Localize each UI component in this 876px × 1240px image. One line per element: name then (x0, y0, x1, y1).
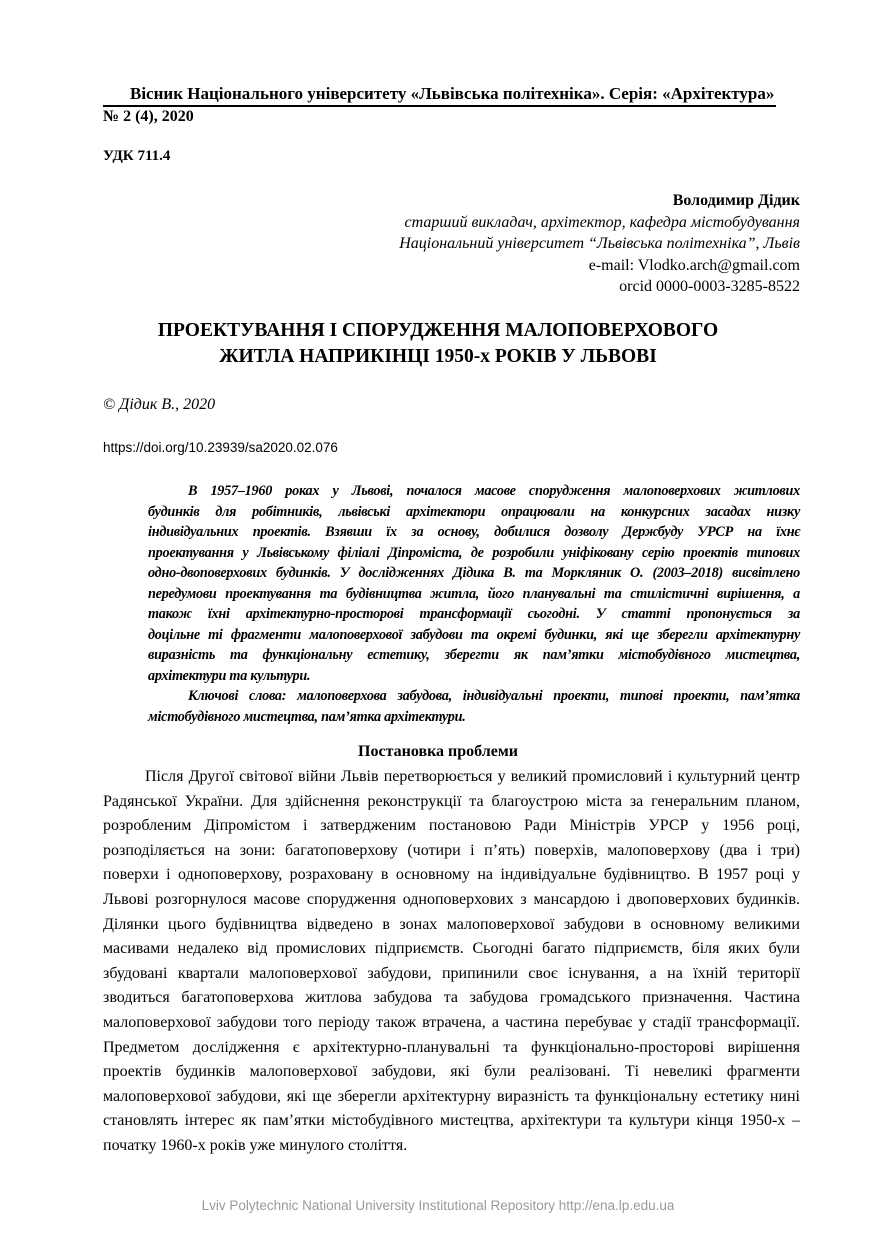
author-affiliation: Національний університет “Львівська політехніка”, Львів (399, 235, 800, 252)
abstract-line: В 1957–1960 роках у Львові, почалося масове спорудження малоповерхових житлових (188, 483, 800, 499)
abstract (148, 481, 800, 727)
abstract-line: будинків для робітників, львівські архітектори опрацювали на конкурсних засадах низку (148, 503, 800, 520)
abstract-line: проектування у Львівському філіалі Діпроміста, де розробили уніфіковану серію проектів типових (148, 544, 800, 561)
body-line: Після Другої світової війни Львів перетворюється у великий промисловий і культурний центр (145, 768, 800, 785)
abstract-line: виразність та функціональну естетику, зберегти як пам’ятки містобудівного мистецтва, (148, 647, 800, 663)
copyright: © Дідик В., 2020 (103, 396, 216, 413)
keywords-line: Ключові слова: малоповерхова забудова, індивідуальні проекти, типові проекти, пам’ятка (188, 688, 800, 704)
body-line: Предметом дослідження є архітектурно-планувальні та функціонально-просторові вирішення (103, 1038, 800, 1056)
author-orcid: orcid 0000-0003-3285-8522 (619, 278, 800, 295)
title-line: ЖИТЛА НАПРИКІНЦІ 1950-х РОКІВ У ЛЬВОВІ (219, 346, 657, 367)
section-heading: Постановка проблеми (358, 743, 518, 760)
body-line: малоповерхової забудови того періоду також втрачена, а частина перебуває у стадії трансформації. (103, 1013, 800, 1031)
keywords-line: містобудівного мистецтва, пам’ятка архітектури. (148, 708, 466, 725)
body-line: збудовані квартали малоповерхової забудови, припинили своє існування, а на їхній території (103, 964, 800, 982)
abstract-line: архітектури та культури. (148, 667, 311, 684)
body-line: Львові розгорнулося масове спорудження одноповерхових з мансардою і двоповерхових будинків. (103, 890, 800, 908)
body-line: розробленим Діпромістом і затвердженим постановою Ради Міністрів УРСР у 1956 році, (103, 817, 800, 835)
body-line: масивами недалеко від промислових підприємств. Сьогодні багато підприємств, біля яких були (103, 940, 800, 958)
title-line: ПРОЕКТУВАННЯ І СПОРУДЖЕННЯ МАЛОПОВЕРХОВОГО (157, 320, 719, 341)
repository-footer: Lviv Polytechnic National University Institutional Repository http://ena.lp.edu.ua (201, 1198, 675, 1213)
author-position: старший викладач, архітектор, кафедра містобудування (404, 213, 800, 231)
header-rule (103, 105, 776, 107)
body-line: проектів будинків малоповерхової забудови, які були реалізовані. Ті невеликі фрагменти (103, 1063, 800, 1081)
body-line: становлять інтерес як пам’ятки містобудівного мистецтва, архітектури та культури кінця 1950-х – (103, 1112, 800, 1130)
body-line: розподіляється на зони: багатоповерхову (чотири і п’ять) поверхів, малоповерхову (два і три) (103, 841, 800, 859)
body-text (103, 765, 800, 1159)
abstract-line: індивідуальних проектів. Взявши їх за основу, добилися дозволу Держбуду УРСР на їхнє (148, 524, 800, 540)
body-line: Радянської України. Для здійснення реконструкції та благоустрою міста за генеральним планом, (103, 792, 800, 810)
doi-link[interactable]: https://doi.org/10.23939/sa2020.02.076 (103, 440, 338, 455)
abstract-line: доцільне ті фрагменти малоповерхової забудови та окремі будинки, які ще зберегли архітектурну (148, 626, 800, 643)
abstract-line: одно-двоповерхових будинків. У дослідженнях Дідика В. та Моркляник О. (2003–2018) висвітлено (148, 565, 800, 581)
issue-number: № 2 (4), 2020 (103, 108, 194, 125)
journal-title: Вісник Національного університету «Львівська політехніка». Серія: «Архітектура» (130, 84, 775, 103)
article-title (0, 318, 876, 370)
abstract-line: також їхні архітектурно-просторові трансформації сьогодні. У статті пропонується за (148, 606, 800, 622)
body-line: зводиться багатоповерхова житлова забудова та забудова громадського призначення. Частина (103, 989, 800, 1007)
body-line: поверхи і одноповерхову, розраховану в основному на індивідуальне будівництво. В 1957 році у (103, 866, 800, 884)
author-name: Володимир Дідик (672, 192, 800, 209)
author-email[interactable]: e-mail: Vlodko.arch@gmail.com (588, 256, 800, 274)
body-line: малоповерхової забудови, які ще зберегли архітектурну виразність та функціональну естетику нині (103, 1087, 800, 1105)
abstract-line: передумови проектування та будівництва житла, його планувальні та стилістичні вирішення, а (148, 585, 800, 602)
body-line: початку 1960-х років уже минулого століття. (103, 1136, 408, 1154)
udk-code: УДК 711.4 (103, 148, 171, 164)
body-line: Ділянки цього будівництва відведено в зонах малоповерхової забудови в основному великими (103, 915, 800, 933)
author-block (399, 190, 800, 298)
